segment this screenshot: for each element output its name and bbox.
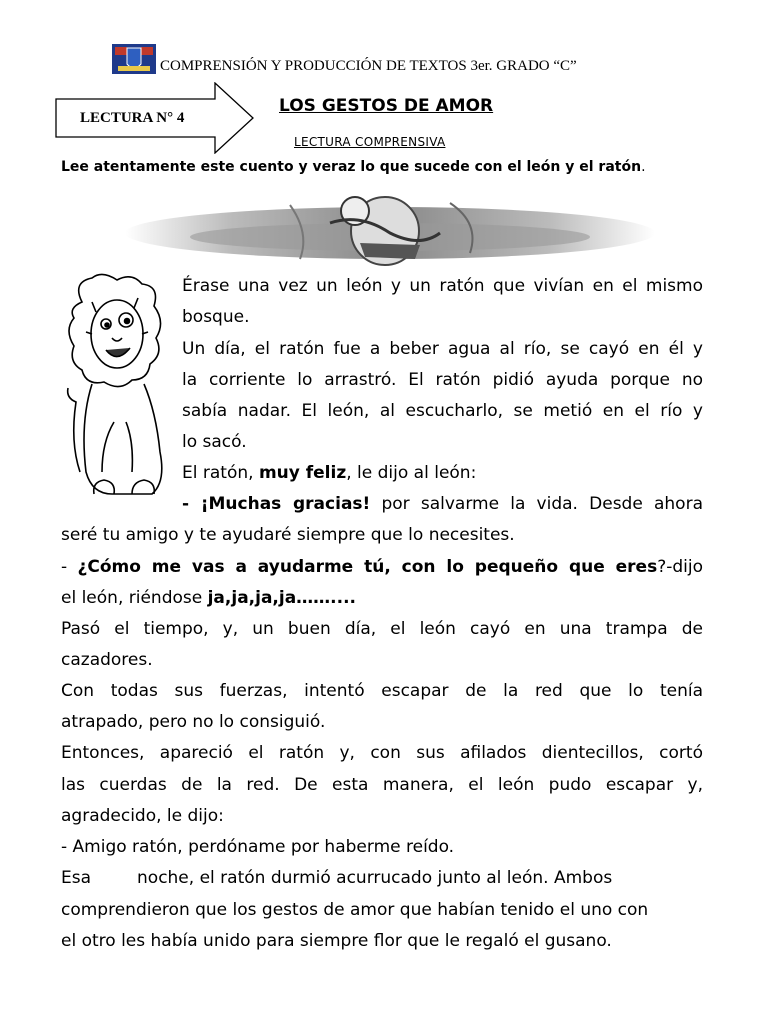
story-text: - xyxy=(61,557,78,577)
story-bold-text: - ¡Muchas gracias! xyxy=(182,494,371,514)
story-line xyxy=(61,557,703,577)
story-line: Un día, el ratón fue a beber agua al río, se cayó en él y xyxy=(182,339,703,359)
banner-illustration xyxy=(120,193,660,271)
story-line: comprendieron que los gestos de amor que habían tenido el uno con xyxy=(61,900,649,920)
instruction-bold-word: ratón xyxy=(598,159,642,175)
story-text: El ratón, xyxy=(182,463,259,483)
instruction-end: . xyxy=(641,159,646,175)
story-line: lo sacó. xyxy=(182,432,247,452)
story-line: Entonces, apareció el ratón y, con sus afilados dientecillos, cortó xyxy=(61,743,703,763)
instruction-text xyxy=(61,156,703,178)
story-text: el león, riéndose xyxy=(61,588,208,608)
story-text: , le dijo al león: xyxy=(346,463,477,483)
lesson-number: LECTURA N° 4 xyxy=(80,110,185,126)
story-line: bosque. xyxy=(182,307,250,327)
lion-illustration xyxy=(62,272,172,502)
story-line xyxy=(61,868,612,888)
story-line: Érase una vez un león y un ratón que vivían en el mismo xyxy=(182,276,703,296)
story-line xyxy=(182,494,703,514)
story-line: la corriente lo arrastró. El ratón pidió ayuda porque no xyxy=(182,370,703,390)
story-line: cazadores. xyxy=(61,650,153,670)
story-bold-text: ¿Cómo me vas a ayudarme tú, con lo pequeño que eres xyxy=(77,557,658,577)
story-text: ?-dijo xyxy=(657,557,703,577)
header xyxy=(112,44,712,74)
story-bold-text: muy feliz xyxy=(258,463,347,483)
story-line: Pasó el tiempo, y, un buen día, el león cayó en una trampa de xyxy=(61,619,703,639)
story-line: las cuerdas de la red. De esta manera, el león pudo escapar y, xyxy=(61,775,703,795)
story-bold-text: ja,ja,ja,ja…….... xyxy=(207,588,357,608)
story-line: seré tu amigo y te ayudaré siempre que lo necesites. xyxy=(61,525,515,545)
story-line xyxy=(61,588,356,608)
story-text: Esa xyxy=(61,868,92,888)
story-line: atrapado, pero no lo consiguió. xyxy=(61,712,326,732)
instruction-main: Lee atentamente este cuento y veraz lo que sucede con el león y el xyxy=(61,159,599,175)
story-line: Con todas sus fuerzas, intentó escapar de la red que lo tenía xyxy=(61,681,703,701)
story-line: - Amigo ratón, perdóname por haberme reído. xyxy=(61,837,455,857)
story-line: agradecido, le dijo: xyxy=(61,806,224,826)
story-text: por salvarme la vida. Desde ahora xyxy=(370,494,703,514)
school-logo xyxy=(112,44,156,74)
story-line xyxy=(182,463,476,483)
story-text: noche, el ratón durmió acurrucado junto al león. Ambos xyxy=(137,868,613,888)
story-line: el otro les había unido para siempre flor que le regaló el gusano. xyxy=(61,931,612,951)
page-subtitle: LECTURA COMPRENSIVA xyxy=(294,135,446,149)
story-line: sabía nadar. El león, al escucharlo, se metió en el río y xyxy=(182,401,703,421)
page-title: LOS GESTOS DE AMOR xyxy=(279,96,494,116)
header-title: COMPRENSIÓN Y PRODUCCIÓN DE TEXTOS 3er. GRADO “C” xyxy=(160,58,577,74)
